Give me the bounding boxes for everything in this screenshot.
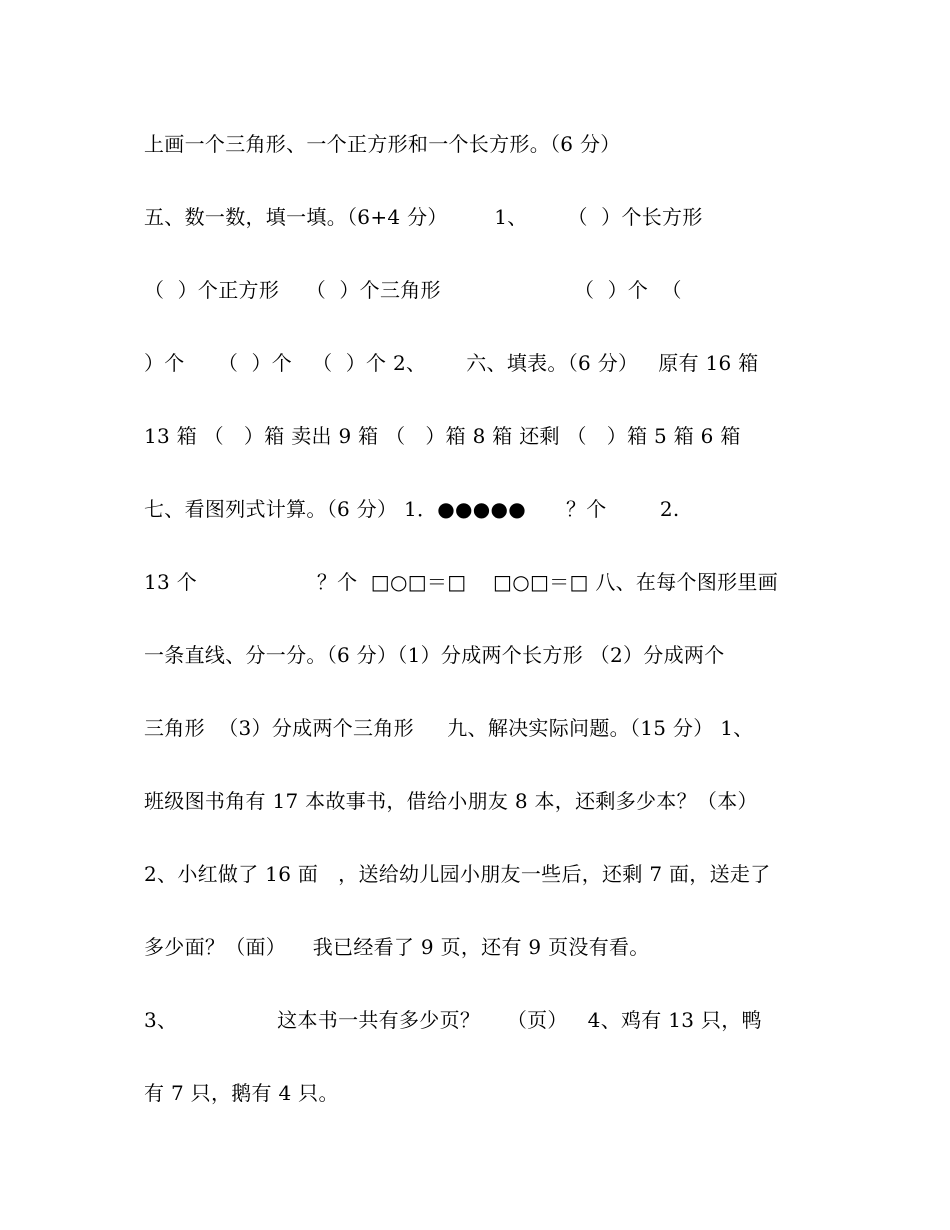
text-line-8: 一条直线、分一分。（6 分）（1）分成两个长方形 （2）分成两个	[144, 643, 725, 667]
text-line-2: 五、数一数，填一填。（6+4 分） 1、 （ ）个长方形	[144, 205, 703, 229]
text-line-4: ）个 （ ）个 （ ）个 2、 六、填表。（6 分） 原有 16 箱	[144, 351, 759, 375]
text-line-13: 3、 这本书一共有多少页？ （页） 4、鸡有 13 只，鸭	[144, 1008, 762, 1032]
text-line-3: （ ）个正方形 （ ）个三角形 （ ）个 （	[144, 278, 682, 302]
text-line-6: 七、看图列式计算。（6 分） 1．●●●●● ？个 2.	[144, 497, 680, 521]
text-line-5: 13 箱 （ ）箱 卖出 9 箱 （ ）箱 8 箱 还剩 （ ）箱 5 箱 6 箱	[144, 424, 741, 448]
text-line-14: 有 7 只，鹅有 4 只。	[144, 1081, 339, 1105]
text-line-7: 13 个 ？个 □○□＝□ □○□＝□ 八、在每个图形里画	[144, 570, 779, 594]
text-line-12: 多少面？（面） 我已经看了 9 页，还有 9 页没有看。	[144, 935, 650, 959]
text-line-1: 上画一个三角形、一个正方形和一个长方形。（6 分）	[144, 132, 621, 156]
text-line-10: 班级图书角有 17 本故事书，借给小朋友 8 本，还剩多少本？（本）	[144, 789, 758, 813]
text-line-9: 三角形 （3）分成两个三角形 九、解决实际问题。（15 分） 1、	[144, 716, 754, 740]
text-line-11: 2、小红做了 16 面 ，送给幼儿园小朋友一些后，还剩 7 面，送走了	[144, 862, 771, 886]
